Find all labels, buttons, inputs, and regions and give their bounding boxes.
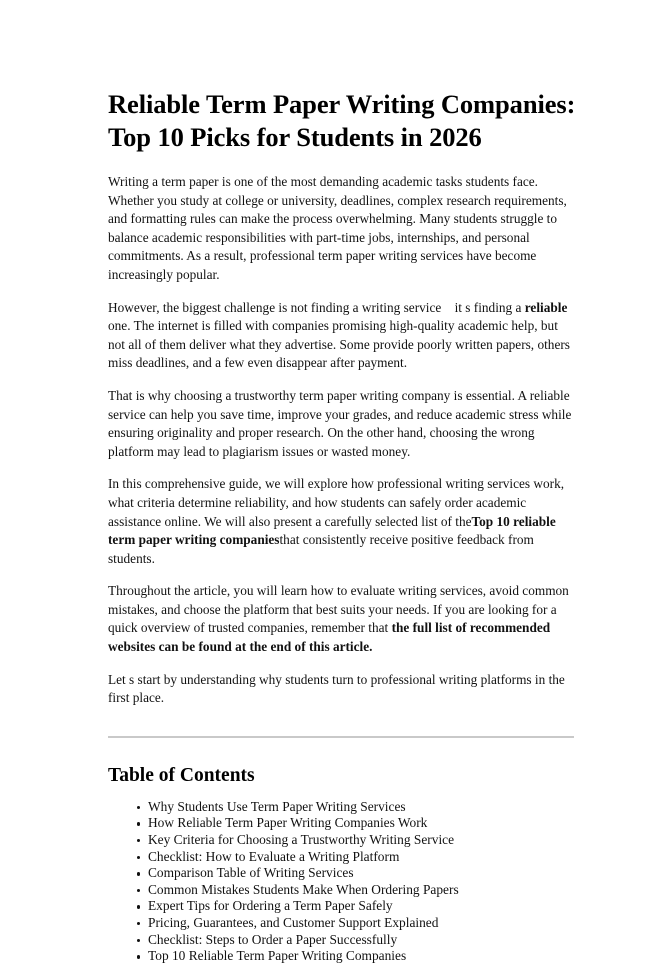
paragraph-challenge-text-c: one. The internet is filled with companies promising high-quality academic help, but not all of them deliver what they advertise. Some provide poorly written papers, others miss deadlines, and a few even disappear after payment. — [108, 318, 570, 371]
document-content — [108, 88, 574, 965]
paragraph-trustworthy-text: That is why choosing a trustworthy term paper writing company is essential. A reliable service can help you save time, improve your grades, and reduce academic stress while ensuring originality and proper research. On the other hand, choosing the wrong platform may lead to plagiarism issues or wasted money. — [108, 387, 572, 459]
missing-dash-glyph — [441, 299, 454, 318]
table-of-contents-heading: Table of Contents — [108, 764, 255, 786]
paragraph-challenge — [108, 299, 574, 373]
emphasis-full-list: the full list of recommended websites can be found at the end of this article. — [108, 620, 551, 655]
toc-item-label: Comparison Table of Writing Services — [148, 865, 354, 881]
list-item[interactable] — [137, 849, 574, 866]
list-item[interactable] — [137, 799, 574, 816]
paragraph-intro — [108, 173, 574, 285]
paragraph-trustworthy — [108, 387, 574, 461]
page-title: Reliable Term Paper Writing Companies: Top 10 Picks for Students in 2026 — [108, 89, 576, 152]
list-item[interactable] — [137, 932, 574, 949]
list-item[interactable] — [137, 832, 574, 849]
paragraph-guide-text-b: that consistently receive positive feedback from students. — [108, 532, 534, 566]
emphasis-top-10-companies: Top 10 reliable term paper writing companies — [108, 513, 556, 548]
toc-item-label: Expert Tips for Ordering a Term Paper Safely — [148, 898, 393, 914]
toc-item-label: Pricing, Guarantees, and Customer Support Explained — [148, 915, 439, 930]
paragraph-challenge-text-a: However, the biggest challenge is not finding a writing service — [108, 299, 442, 315]
paragraph-guide — [108, 475, 574, 568]
list-item[interactable] — [137, 815, 574, 832]
list-item[interactable] — [137, 898, 574, 915]
paragraph-intro-text: Writing a term paper is one of the most demanding academic tasks students face. Whether you study at college or university, deadlines, complex research requirements, and formatting rules can make the process overwhelming. Many students struggle to balance academic responsibilities with part-time jobs, internships, and personal commitments. As a result, professional term paper writing services have become increasingly popular. — [108, 174, 567, 282]
toc-item-label: Checklist: Steps to Order a Paper Successfully — [148, 931, 398, 947]
list-item[interactable] — [137, 865, 574, 882]
list-item[interactable] — [137, 882, 574, 899]
section-divider — [108, 736, 574, 738]
list-item[interactable] — [137, 948, 574, 965]
toc-item-label: Why Students Use Term Paper Writing Services — [148, 798, 406, 814]
paragraph-challenge-text-b: it s finding a — [454, 299, 525, 315]
paragraph-closing-text: Let s start by understanding why students turn to professional writing platforms in the first place. — [108, 671, 565, 706]
paragraph-guide-text-a: In this comprehensive guide, we will explore how professional writing services work, what criteria determine reliability, and how students can safely order academic assistance online. We will also present a carefully selected list of the — [108, 476, 565, 529]
paragraph-throughout-text-a: Throughout the article, you will learn how to evaluate writing services, avoid common mistakes, and choose the platform that best suits your needs. If you are looking for a quick overview of trusted companies, remember that — [108, 583, 569, 636]
toc-item-label: Common Mistakes Students Make When Ordering Papers — [148, 881, 459, 897]
toc-item-label: Key Criteria for Choosing a Trustworthy Writing Service — [148, 832, 455, 848]
toc-item-label: How Reliable Term Paper Writing Companies Work — [148, 815, 428, 831]
toc-item-label: Top 10 Reliable Term Paper Writing Companies — [148, 948, 407, 964]
table-of-contents-list — [108, 799, 574, 965]
list-item[interactable] — [137, 915, 574, 932]
emphasis-reliable: reliable — [524, 299, 568, 315]
paragraph-throughout — [108, 582, 574, 656]
paragraph-closing — [108, 671, 574, 708]
toc-item-label: Checklist: How to Evaluate a Writing Platform — [148, 848, 400, 864]
